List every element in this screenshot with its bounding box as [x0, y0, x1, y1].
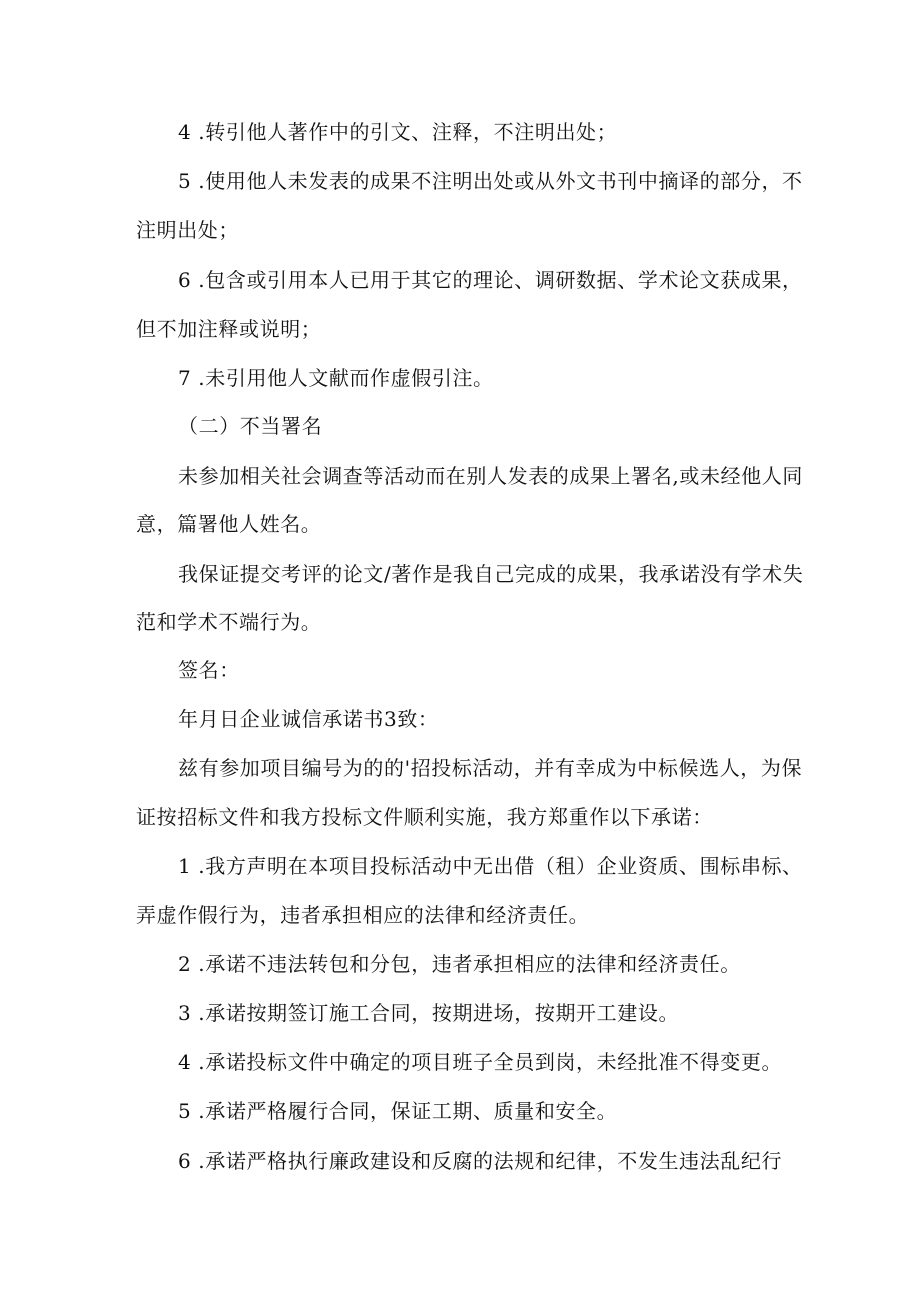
- signature-label: 签名：: [178, 658, 240, 682]
- commitment-item-6: 6 .承诺严格执行廉政建设和反腐的法规和纪律，不发生违法乱纪行: [178, 1149, 783, 1173]
- text-line-item-5: 5 .使用他人未发表的成果不注明出处或从外文书刊中摘译的部分，不: [178, 169, 803, 193]
- commitment-item-1-cont: 弄虚作假行为，违者承担相应的法律和经济责任。: [136, 903, 590, 927]
- section-heading: （二）不当署名: [178, 414, 323, 438]
- commitment-item-2: 2 .承诺不违法转包和分包，违者承担相应的法律和经济责任。: [178, 952, 741, 976]
- intro-line-cont: 证按招标文件和我方投标文件顺利实施，我方郑重作以下承诺：: [136, 805, 713, 829]
- paragraph-line: 未参加相关社会调查等活动而在别人发表的成果上署名,或未经他人同: [178, 464, 803, 488]
- commitment-item-4: 4 .承诺投标文件中确定的项目班子全员到岗，未经批准不得变更。: [178, 1050, 783, 1074]
- text-line-item-7: 7 .未引用他人文献而作虚假引注。: [178, 366, 494, 390]
- pledge-line-cont: 范和学术不端行为。: [136, 610, 322, 634]
- text-line-item-6-cont: 但不加注释或说明；: [136, 317, 322, 341]
- commitment-item-1: 1 .我方声明在本项目投标活动中无出借（租）企业资质、围标串标、: [178, 854, 803, 878]
- text-line-item-5-cont: 注明出处；: [136, 218, 239, 242]
- commitment-item-5: 5 .承诺严格履行合同，保证工期、质量和安全。: [178, 1099, 618, 1123]
- date-title-line: 年月日企业诚信承诺书3致：: [178, 707, 439, 731]
- text-line-item-6: 6 .包含或引用本人已用于其它的理论、调研数据、学术论文获成果，: [178, 268, 803, 292]
- pledge-line: 我保证提交考评的论文/著作是我自己完成的成果，我承诺没有学术失: [178, 562, 804, 586]
- intro-line: 兹有参加项目编号为的的'招投标活动，并有幸成为中标候选人，为保: [178, 756, 803, 780]
- commitment-item-3: 3 .承诺按期签订施工合同，按期进场，按期开工建设。: [178, 1001, 680, 1025]
- paragraph-line-cont: 意，篇署他人姓名。: [136, 512, 322, 536]
- text-line-item-4: 4 .转引他人著作中的引文、注释，不注明出处；: [178, 120, 618, 144]
